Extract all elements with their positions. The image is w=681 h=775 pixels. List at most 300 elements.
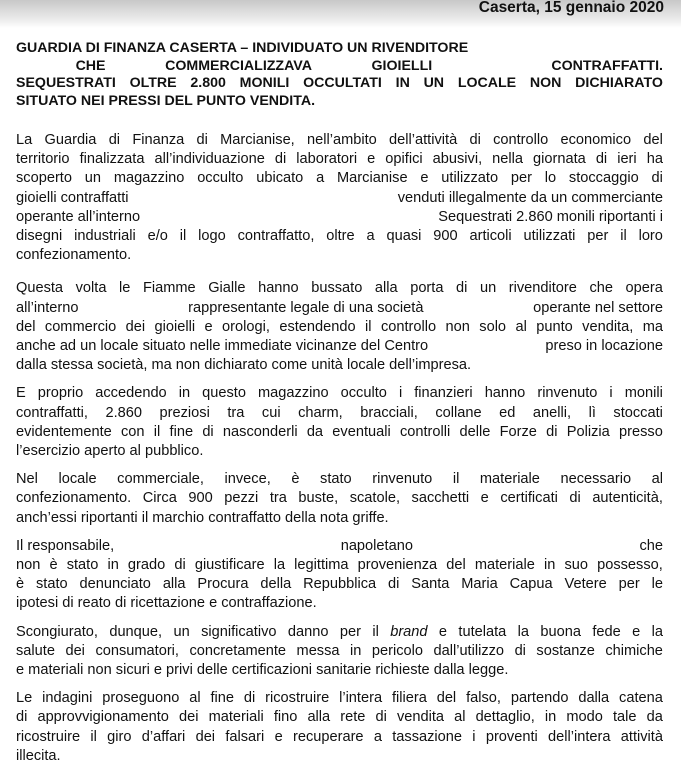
text-line	[16, 642, 663, 661]
word: dei	[65, 642, 85, 659]
word: proseguono	[102, 690, 180, 707]
text-line	[16, 556, 663, 575]
word: di	[274, 151, 287, 168]
word: che	[589, 280, 613, 297]
word: cui	[261, 404, 281, 421]
word: messa	[296, 642, 340, 659]
word: e	[438, 623, 448, 640]
title-line: SITUATO NEI PRESSI DEL PUNTO VENDITA.	[16, 92, 316, 109]
paragraph	[16, 689, 663, 766]
title-word: OLTRE	[129, 75, 177, 91]
text-line	[16, 423, 663, 442]
text-segment: venduti illegalmente da un commerciante	[397, 189, 663, 206]
word: in	[543, 557, 556, 574]
word: evidentemente	[16, 423, 112, 440]
word: grado	[127, 557, 166, 574]
text-line	[16, 728, 663, 747]
text-line	[16, 299, 663, 318]
word: articoli	[469, 228, 512, 245]
word: contraffatto,	[237, 228, 315, 245]
word: dei	[178, 709, 199, 726]
text-segment: operante nel settore	[533, 299, 663, 316]
word: proventi	[485, 728, 538, 745]
text-line: e materiali non sicuri e privi delle certificazioni sanitarie richieste dalla legge.	[16, 662, 509, 679]
word: Questa	[16, 280, 64, 297]
word: eventuali	[332, 423, 391, 440]
word: il	[620, 228, 627, 245]
word: la	[517, 623, 530, 640]
word: occulto	[340, 385, 387, 402]
word: accedendo	[95, 385, 167, 402]
word: logo	[198, 228, 226, 245]
paragraph	[16, 623, 663, 681]
word: materiale	[474, 557, 535, 574]
word: tra	[269, 490, 287, 507]
word: finanzieri	[414, 385, 473, 402]
paragraph	[16, 131, 663, 265]
word: indagini	[42, 690, 93, 707]
word: loro	[638, 228, 663, 245]
word: consumatori,	[95, 642, 179, 659]
text-line	[16, 169, 663, 188]
word: per	[510, 170, 532, 187]
word: a	[366, 228, 375, 245]
word: tale	[612, 709, 637, 726]
word: attività	[620, 728, 663, 745]
word: finalizzata	[79, 151, 145, 168]
word: tassazione	[392, 728, 463, 745]
word: Capua	[509, 576, 553, 593]
word: fino	[273, 709, 298, 726]
text-line: ipotesi di reato di ricettazione e contraffazione.	[16, 595, 317, 612]
word: a	[373, 728, 382, 745]
word: territorio	[16, 151, 70, 168]
word: e	[274, 728, 283, 745]
word: scatole,	[349, 490, 400, 507]
word: del	[643, 132, 663, 148]
word: di	[651, 170, 663, 187]
word: oltre	[326, 228, 355, 245]
word: autenticità,	[592, 490, 663, 507]
word: approvvigionamento	[37, 709, 169, 726]
word: lì	[588, 404, 596, 421]
title-word: NON	[529, 75, 562, 91]
word: presso	[619, 423, 663, 440]
word: di	[174, 557, 186, 574]
word: lo	[544, 170, 557, 187]
paragraphs	[16, 131, 663, 766]
word: in	[350, 642, 362, 659]
word: un	[479, 280, 497, 297]
word: i	[609, 385, 613, 402]
word: rete	[340, 709, 366, 726]
text-line	[16, 131, 663, 150]
word: 2.860	[105, 404, 142, 421]
text-line	[16, 708, 663, 727]
word: falso,	[466, 690, 501, 707]
word: pericolo	[371, 642, 423, 659]
word: di	[196, 132, 208, 148]
word: e	[632, 623, 641, 640]
word: scoperto	[16, 170, 72, 187]
word: da	[306, 423, 324, 440]
word: commercio	[44, 318, 117, 335]
word: da	[646, 709, 663, 726]
word: abusivi,	[432, 151, 483, 168]
word: con	[121, 423, 145, 440]
word: è	[16, 576, 25, 593]
word: dettaglio,	[475, 709, 535, 726]
press-release-title	[16, 40, 663, 110]
press-release-body	[16, 40, 663, 775]
word: hanno	[258, 280, 299, 297]
title-word: OCCULTATI	[303, 75, 382, 91]
word: preziosi	[159, 404, 210, 421]
word: bussato	[311, 280, 363, 297]
word: sacchetti	[411, 490, 470, 507]
text-segment: gioielli contraffatti	[16, 189, 129, 206]
word: questo	[202, 385, 246, 402]
text-segment: anche ad un locale situato nelle immediate vicinanze del Centro	[16, 338, 429, 355]
word: in	[107, 557, 119, 574]
title-word: GIOIELLI	[371, 57, 433, 74]
word: e	[420, 170, 429, 187]
title-word: DICHIARATO	[575, 75, 663, 91]
word: i	[472, 728, 476, 745]
word: un	[173, 623, 190, 640]
word: all’individuazione	[154, 151, 265, 168]
word: per	[618, 576, 640, 593]
word: pezzi	[224, 490, 259, 507]
word: quasi	[386, 228, 422, 245]
text-segment: all’interno	[16, 299, 79, 316]
word: proprio	[37, 385, 84, 402]
word: rinvenuto	[372, 471, 433, 488]
text-line	[16, 318, 663, 337]
word: E	[16, 385, 26, 402]
word: l’intera	[339, 690, 383, 707]
word: Repubblica	[303, 576, 377, 593]
word: buona	[540, 623, 581, 640]
word: confezionamento.	[16, 490, 132, 507]
word: vendita,	[582, 318, 634, 335]
word: partendo	[510, 690, 569, 707]
word: controllo	[380, 318, 437, 335]
word: Le	[16, 690, 33, 707]
word: al	[651, 471, 663, 488]
word: fede	[592, 623, 621, 640]
word: salute	[16, 642, 55, 659]
word: contraffatti,	[16, 404, 88, 421]
title-line	[16, 58, 663, 76]
word: Polizia	[566, 423, 610, 440]
word: catena	[619, 690, 663, 707]
paragraph	[16, 279, 663, 375]
word: stato	[66, 557, 99, 574]
text-line: dalla stessa società, ma non dichiarato come unità locale dell’impresa.	[16, 357, 472, 374]
word: danno	[287, 623, 329, 640]
word: controlli	[399, 423, 451, 440]
word: locale	[58, 471, 97, 488]
word: sostanze	[536, 642, 595, 659]
word: a	[316, 170, 325, 187]
word: di	[202, 423, 214, 440]
word: volta	[75, 280, 107, 297]
word: solo	[479, 318, 507, 335]
word: 900	[188, 490, 213, 507]
word: nell’ambito	[307, 132, 377, 148]
text-segment: napoletano	[340, 537, 413, 554]
text-line	[16, 689, 663, 708]
title-word: UN	[423, 75, 445, 91]
text-segment: operante all’interno	[16, 208, 141, 225]
word: charm,	[298, 404, 343, 421]
word: non	[16, 557, 41, 574]
word: porta	[410, 280, 444, 297]
word: dalla	[578, 690, 610, 707]
word: Marcianise	[337, 170, 408, 187]
word: buste,	[298, 490, 339, 507]
text-line	[16, 575, 663, 594]
word: al	[515, 318, 527, 335]
text-line: confezionamento.	[16, 247, 132, 264]
word: il	[179, 228, 187, 245]
word: disegni	[16, 228, 63, 245]
text-line	[16, 384, 663, 403]
word: della	[260, 576, 292, 593]
word: dei	[125, 318, 146, 335]
word: La	[16, 132, 33, 148]
word: possesso,	[597, 557, 663, 574]
word: ubicato	[256, 170, 304, 187]
word: magazzino	[113, 170, 185, 187]
word: di	[514, 642, 526, 659]
word: di	[595, 151, 608, 168]
word: nella	[492, 151, 523, 168]
word: delle	[459, 423, 491, 440]
word: laboratori	[296, 151, 358, 168]
text-segment: preso in locazione	[545, 338, 663, 355]
word: e/o	[147, 228, 168, 245]
word: fine	[210, 690, 235, 707]
word: estendendo	[279, 318, 356, 335]
word: suo	[564, 557, 588, 574]
word: la	[273, 557, 286, 574]
word: collane	[435, 404, 482, 421]
word: del	[16, 318, 36, 335]
word: di	[546, 423, 558, 440]
word: di	[375, 709, 387, 726]
word: è	[49, 557, 58, 574]
text-line	[16, 337, 663, 356]
word: monili	[624, 385, 663, 402]
word: non	[445, 318, 470, 335]
word: ma	[642, 318, 663, 335]
word: alla	[374, 280, 398, 297]
word: 900	[433, 228, 458, 245]
word: d’affari	[141, 728, 186, 745]
word: del	[446, 557, 466, 574]
word: rivenditore	[508, 280, 577, 297]
word: i	[398, 385, 403, 402]
word: ed	[499, 404, 516, 421]
word: Gialle	[208, 280, 246, 297]
word: Fiamme	[142, 280, 196, 297]
word: in	[544, 709, 557, 726]
word: occulto	[197, 170, 244, 187]
italic-word: brand	[390, 623, 428, 640]
word: hanno	[484, 385, 526, 402]
word: il	[365, 318, 372, 335]
word: al	[454, 709, 466, 726]
word: tra	[227, 404, 245, 421]
word: e	[367, 151, 376, 168]
text-line	[16, 623, 663, 642]
word: stoccaggio	[568, 170, 639, 187]
word: invece,	[224, 471, 271, 488]
word: Scongiurato,	[16, 623, 98, 640]
word: magazzino	[258, 385, 329, 402]
word: ha	[646, 151, 663, 168]
word: alla	[162, 576, 186, 593]
word: Maria	[461, 576, 498, 593]
word: opifici	[385, 151, 423, 168]
word: Santa	[411, 576, 450, 593]
word: modo	[566, 709, 603, 726]
word: gioielli	[154, 318, 196, 335]
title-word: CHE	[75, 57, 106, 74]
word: Finanza	[132, 132, 185, 148]
word: legittima	[294, 557, 349, 574]
paragraph	[16, 384, 663, 461]
text-line	[16, 208, 663, 227]
text-line	[16, 404, 663, 423]
word: bracciali,	[360, 404, 418, 421]
word: stato	[36, 576, 68, 593]
word: ricostruire	[16, 728, 81, 745]
word: controllo	[493, 132, 549, 148]
word: e	[204, 318, 213, 335]
word: rinvenuto	[537, 385, 598, 402]
word: materiali	[208, 709, 264, 726]
title-word: SEQUESTRATI	[16, 75, 116, 91]
word: anelli,	[532, 404, 572, 421]
title-word: COMMERCIALIZZAVA	[165, 57, 312, 74]
word: concretamente	[189, 642, 287, 659]
title-word: 2.800	[190, 75, 226, 91]
word: dell’intera	[548, 728, 611, 745]
title-line: GUARDIA DI FINANZA CASERTA – INDIVIDUATO UN RIVENDITORE	[16, 40, 469, 56]
word: Nel	[16, 471, 38, 488]
word: di	[456, 280, 468, 297]
word: ricostruire	[265, 690, 330, 707]
word: di	[388, 576, 400, 593]
word: del	[436, 690, 457, 707]
word: di	[469, 132, 481, 148]
word: il	[90, 728, 97, 745]
word: tutelata	[458, 623, 507, 640]
word: necessario	[560, 471, 632, 488]
word: commerciale,	[117, 471, 204, 488]
word: fine	[169, 423, 194, 440]
title-word: MONILI	[239, 75, 290, 91]
word: le	[119, 280, 131, 297]
title-word: IN	[395, 75, 410, 91]
word: giro	[107, 728, 132, 745]
word: filiera	[391, 690, 427, 707]
text-segment: rappresentante legale di una società	[188, 299, 424, 316]
text-line: illecita.	[16, 747, 61, 764]
word: la	[651, 623, 663, 640]
title-word: CONTRAFFATTI.	[551, 57, 663, 74]
word: ieri	[617, 151, 637, 168]
word: di	[108, 132, 121, 148]
word: denunciato	[79, 576, 151, 593]
word: giornata	[533, 151, 586, 168]
word: di	[16, 709, 28, 726]
text-line	[16, 189, 663, 208]
paragraph	[16, 537, 663, 614]
word: Vetere	[564, 576, 607, 593]
word: dell’attività	[389, 132, 458, 148]
word: dall’utilizzo	[433, 642, 505, 659]
word: certificati	[500, 490, 558, 507]
word: significativo	[201, 623, 277, 640]
title-word: LOCALE	[457, 75, 517, 91]
word: per	[587, 228, 609, 245]
text-line: anch’essi riportanti il marchio contraffatto della nota griffe.	[16, 509, 389, 526]
word: recuperare	[292, 728, 364, 745]
word: in	[178, 385, 191, 402]
word: utilizzati	[523, 228, 576, 245]
text-segment: Il responsabile,	[16, 537, 115, 554]
text-line: l’esercizio aperto al pubblico.	[16, 443, 204, 460]
text-line	[16, 150, 663, 169]
title-line	[16, 75, 663, 93]
word: Marcianise,	[220, 132, 295, 148]
word: economico	[560, 132, 632, 148]
word: chimiche	[605, 642, 663, 659]
text-line	[16, 537, 663, 556]
word: stoccati	[613, 404, 663, 421]
word: per	[339, 623, 361, 640]
word: dunque,	[109, 623, 163, 640]
word: Forze	[499, 423, 537, 440]
word: punto	[536, 318, 573, 335]
text-line	[16, 279, 663, 298]
word: giustificare	[194, 557, 265, 574]
word: Guardia	[44, 132, 97, 148]
text-segment: che	[639, 537, 663, 554]
document-date: Caserta, 15 gennaio 2020	[478, 0, 664, 16]
word: il	[452, 471, 460, 488]
word: falsari	[225, 728, 265, 745]
word: di	[243, 690, 256, 707]
word: provenienza	[357, 557, 438, 574]
word: Procura	[197, 576, 249, 593]
word: il	[153, 423, 161, 440]
word: di	[569, 490, 581, 507]
word: orologi,	[222, 318, 270, 335]
word: alla	[307, 709, 331, 726]
text-line	[16, 227, 663, 246]
word: è	[291, 471, 300, 488]
word: utilizzato	[441, 170, 499, 187]
word: stato	[320, 471, 352, 488]
word: un	[84, 170, 102, 187]
word: materiale	[479, 471, 540, 488]
text-line	[16, 470, 663, 489]
